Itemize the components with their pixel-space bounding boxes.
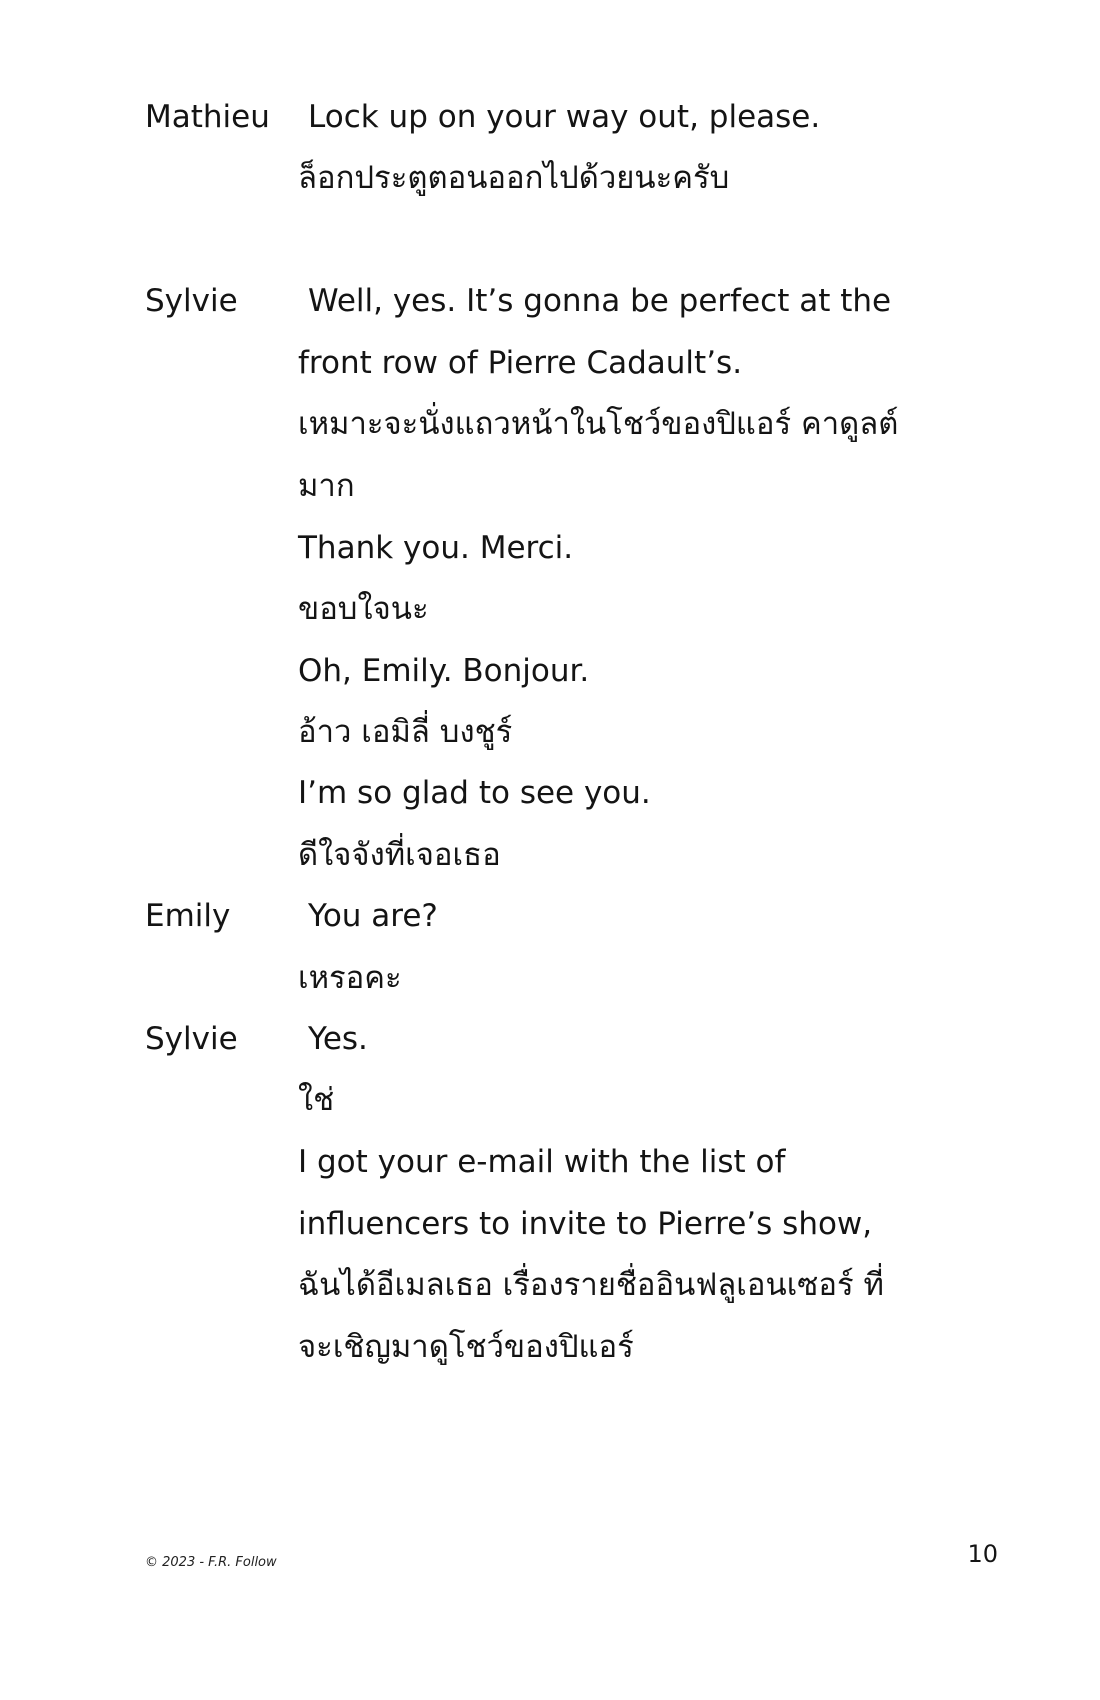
- speaker-name: Mathieu: [145, 99, 270, 135]
- dialogue-line-thai: เหรอคะ: [298, 960, 402, 996]
- dialogue-line-thai: อ้าว เอมิลี่ บงชูร์: [298, 714, 513, 750]
- dialogue-line: Yes.: [308, 1021, 368, 1057]
- dialogue-line-thai: เหมาะจะนั่งแถวหน้าในโชว์ของปิแอร์ คาดูลต์: [298, 406, 899, 442]
- dialogue-line-thai: ล็อกประตูตอนออกไปด้วยนะครับ: [298, 160, 730, 196]
- dialogue-line-thai: ฉันได้อีเมลเธอ เรื่องรายชื่ออินฟลูเอนเซอร์ ที่: [298, 1267, 884, 1303]
- page-number: 10: [967, 1540, 998, 1568]
- copyright-notice: © 2023 - F.R. Follow: [145, 1555, 277, 1570]
- dialogue-line: Well, yes. It’s gonna be perfect at the: [308, 283, 892, 319]
- dialogue-line: Lock up on your way out, please.: [308, 99, 821, 135]
- dialogue-line-thai: ดีใจจังที่เจอเธอ: [298, 837, 501, 873]
- dialogue-line-thai: มาก: [298, 468, 355, 504]
- dialogue-line-thai: จะเชิญมาดูโชว์ของปิแอร์: [298, 1329, 634, 1365]
- dialogue-line-thai: ขอบใจนะ: [298, 591, 429, 627]
- dialogue-line: I’m so glad to see you.: [298, 775, 651, 811]
- dialogue-line: influencers to invite to Pierre’s show,: [298, 1206, 873, 1242]
- speaker-name: Sylvie: [145, 1021, 238, 1057]
- dialogue-line-thai: ใช่: [298, 1082, 335, 1118]
- dialogue-line: Oh, Emily. Bonjour.: [298, 653, 590, 689]
- dialogue-line: front row of Pierre Cadault’s.: [298, 345, 743, 381]
- dialogue-line: You are?: [308, 898, 438, 934]
- dialogue-line: Thank you. Merci.: [298, 530, 574, 566]
- speaker-name: Sylvie: [145, 283, 238, 319]
- speaker-name: Emily: [145, 898, 231, 934]
- dialogue-line: I got your e-mail with the list of: [298, 1144, 786, 1180]
